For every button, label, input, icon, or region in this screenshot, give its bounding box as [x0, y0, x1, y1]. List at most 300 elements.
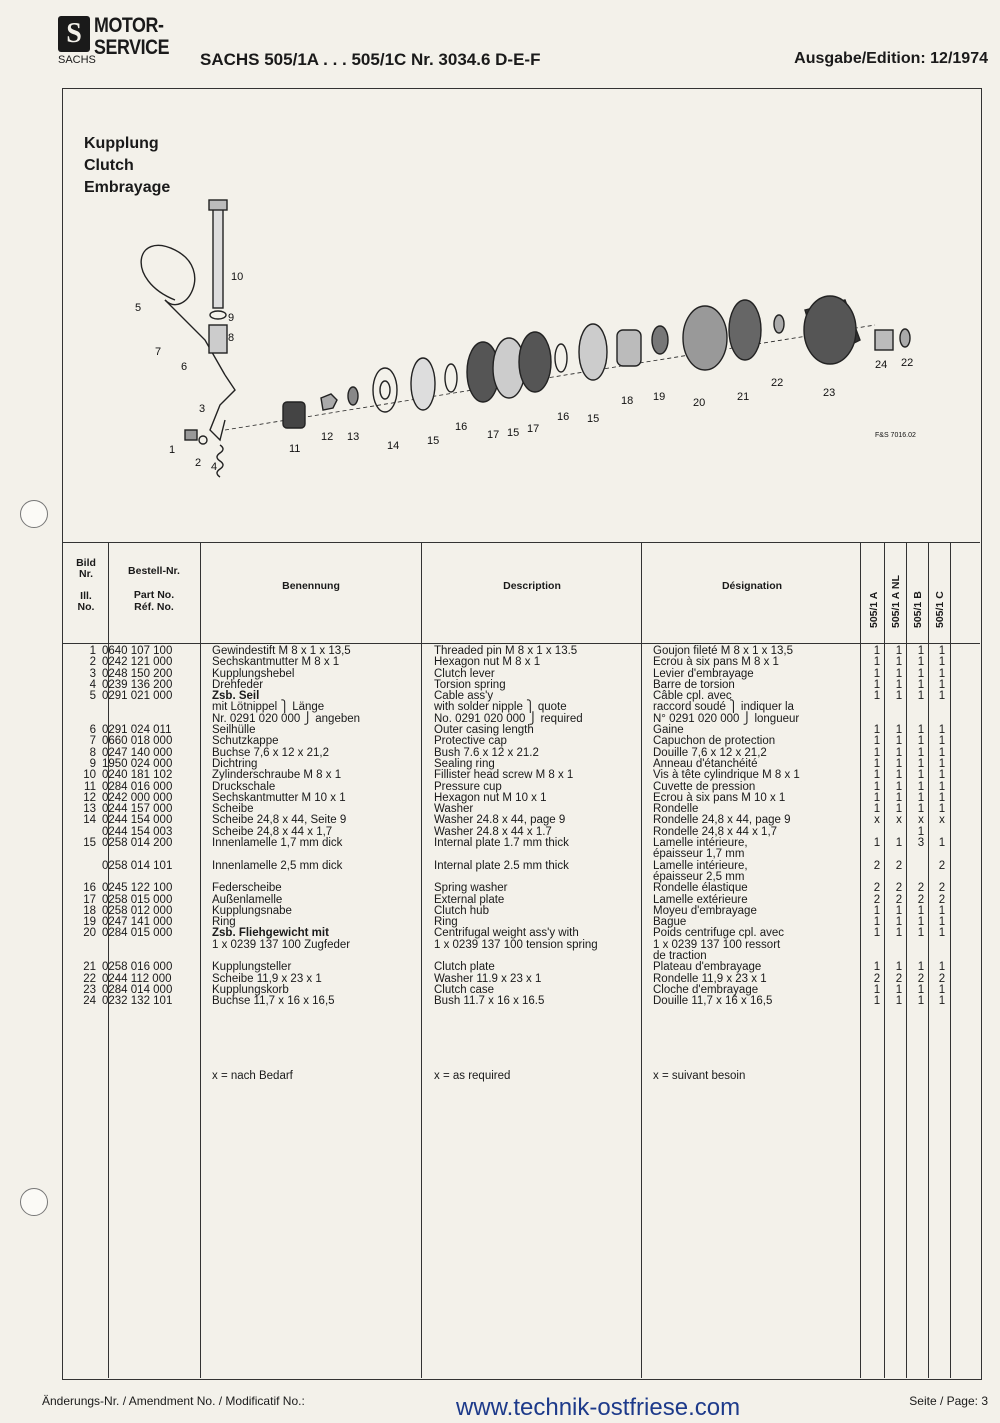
callout-label: 19 — [653, 391, 666, 403]
callout-label: 4 — [211, 461, 218, 473]
qty-505-1a: 1 — [873, 803, 881, 816]
description-en: with solder nipple ⎫ quote — [434, 701, 567, 714]
qty-505-1a: 1 — [873, 769, 881, 782]
description-en: Sealing ring — [434, 757, 495, 770]
qty-505-1a-nl: 1 — [895, 995, 903, 1008]
qty-505-1a: 2 — [873, 893, 881, 906]
qty-505-1c: 1 — [938, 983, 946, 996]
part-ref-number: 7 — [89, 735, 96, 748]
table-row — [62, 996, 980, 1007]
qty-505-1a: 1 — [873, 724, 881, 737]
callout-label: 10 — [231, 271, 244, 283]
qty-505-1a-nl: 1 — [895, 780, 903, 793]
header-model-505-1c: 505/1 C — [934, 591, 946, 628]
qty-505-1a-nl: x — [896, 814, 902, 827]
qty-505-1a: 1 — [873, 780, 881, 793]
description-en: 1 x 0239 137 100 tension spring — [434, 938, 598, 951]
part-number: 0258 016 000 — [102, 961, 173, 974]
designation-fr: Rondelle 24,8 x 44, page 9 — [653, 814, 791, 827]
qty-505-1c: 1 — [938, 995, 946, 1008]
qty-505-1a: 1 — [873, 791, 881, 804]
table-row — [62, 974, 980, 985]
part-number: 0284 014 000 — [102, 983, 173, 996]
qty-505-1a: 1 — [873, 656, 881, 669]
table-row — [62, 906, 980, 917]
name-de: Dichtring — [212, 757, 258, 770]
sachs-s-emblem: S — [58, 16, 90, 52]
table-row — [62, 669, 980, 680]
qty-505-1a-nl: 1 — [895, 757, 903, 770]
table-row — [62, 793, 980, 804]
designation-fr: Goujon fileté M 8 x 1 x 13,5 — [653, 645, 793, 657]
section-title-fr: Embrayage — [84, 179, 171, 196]
callout-label: 5 — [135, 302, 142, 314]
qty-505-1c: 1 — [938, 961, 946, 974]
part-number: 0258 014 101 — [102, 859, 173, 872]
designation-fr: Barre de torsion — [653, 678, 735, 691]
table-row — [62, 748, 980, 759]
qty-505-1c: 1 — [938, 735, 946, 748]
callout-label: 21 — [737, 391, 750, 403]
table-row — [62, 883, 980, 894]
name-de: Zsb. Fliehgewicht mit — [212, 927, 329, 940]
qty-505-1a-nl: 1 — [895, 724, 903, 737]
name-de: Scheibe 11,9 x 23 x 1 — [212, 972, 322, 985]
qty-505-1b: 1 — [917, 780, 925, 793]
qty-505-1a-nl: 1 — [895, 791, 903, 804]
description-en: Bush 11.7 x 16 x 16.5 — [434, 995, 545, 1008]
callout-label: 14 — [387, 440, 400, 452]
qty-505-1c: 1 — [938, 769, 946, 782]
part-ref-number: 16 — [83, 882, 96, 895]
qty-505-1c: 1 — [938, 780, 946, 793]
callout-label: 8 — [228, 332, 235, 344]
designation-fr: Rondelle élastique — [653, 882, 748, 895]
part-number: 0258 015 000 — [102, 893, 173, 906]
callout-label: 18 — [621, 395, 634, 407]
qty-505-1c: 1 — [938, 690, 946, 703]
name-de: 1 x 0239 137 100 Zugfeder — [212, 938, 351, 951]
sachs-motor-service-logo — [58, 14, 170, 68]
qty-505-1a: 1 — [873, 904, 881, 917]
qty-505-1a-nl: 1 — [895, 803, 903, 816]
callout-label: 20 — [693, 397, 706, 409]
qty-505-1c: 1 — [938, 916, 946, 929]
description-en: Centrifugal weight ass'y with — [434, 927, 579, 940]
note-en: x = as required — [434, 1070, 511, 1082]
name-de: Außenlamelle — [212, 893, 283, 906]
part-ref-number: 2 — [89, 656, 96, 669]
qty-505-1b: 3 — [917, 837, 925, 850]
description-en: Clutch hub — [434, 904, 489, 917]
qty-505-1a: x — [874, 814, 880, 827]
qty-505-1b: 1 — [917, 656, 925, 669]
description-en: Fillister head screw M 8 x 1 — [434, 769, 574, 782]
part-number: 0244 154 003 — [102, 825, 173, 838]
designation-fr: Lamelle extérieure — [653, 893, 748, 906]
logo-text-motor: MOTOR- — [94, 14, 164, 37]
name-de: Buchse 7,6 x 12 x 21,2 — [212, 746, 329, 759]
qty-505-1b: 1 — [917, 690, 925, 703]
designation-fr: 1 x 0239 137 100 ressort — [653, 938, 781, 951]
description-en: Torsion spring — [434, 678, 506, 691]
part-number: 0258 012 000 — [102, 904, 173, 917]
part-ref-number: 4 — [89, 678, 96, 691]
description-en: Washer 24.8 x 44, page 9 — [434, 814, 566, 827]
qty-505-1c: 1 — [938, 645, 946, 657]
callout-label: 6 — [181, 361, 188, 373]
qty-505-1a: 1 — [873, 690, 881, 703]
part-ref-number: 13 — [83, 803, 96, 816]
clutch-lever-drawing — [210, 375, 235, 440]
table-row — [62, 770, 980, 781]
designation-fr: Plateau d'embrayage — [653, 961, 762, 974]
designation-fr: Anneau d'étanchéité — [653, 757, 758, 770]
part-ref-number: 12 — [83, 791, 96, 804]
qty-505-1c: 1 — [938, 927, 946, 940]
qty-505-1b: 1 — [917, 667, 925, 680]
part-number: 0245 122 100 — [102, 882, 173, 895]
part-ref-number: 8 — [89, 746, 96, 759]
name-de: Drehfeder — [212, 678, 264, 691]
designation-fr: Lamelle intérieure, — [653, 837, 748, 850]
description-en: Hexagon nut M 10 x 1 — [434, 791, 547, 804]
qty-505-1b: 1 — [917, 645, 925, 657]
table-row — [62, 838, 980, 849]
part-number: 0660 018 000 — [102, 735, 173, 748]
qty-505-1a-nl: 2 — [895, 893, 903, 906]
name-de: Gewindestift M 8 x 1 x 13,5 — [212, 645, 351, 657]
name-de: Scheibe — [212, 803, 254, 816]
designation-fr: N° 0291 020 000 ⎭ longueur — [653, 712, 800, 725]
callout-label: 16 — [557, 411, 570, 423]
qty-505-1c: 1 — [938, 746, 946, 759]
callout-label: 22 — [901, 357, 914, 369]
name-de: Sechskantmutter M 8 x 1 — [212, 656, 340, 669]
name-de: Druckschale — [212, 780, 276, 793]
part-number: 0258 014 200 — [102, 837, 173, 850]
qty-505-1a-nl: 1 — [895, 983, 903, 996]
qty-505-1a: 1 — [873, 983, 881, 996]
cable-drawing — [141, 245, 195, 304]
designation-fr: Moyeu d'embrayage — [653, 904, 757, 917]
table-row — [62, 872, 980, 883]
description-en: No. 0291 020 000 ⎭ required — [434, 712, 583, 725]
part-ref-number: 3 — [89, 667, 96, 680]
qty-505-1a: 1 — [873, 961, 881, 974]
designation-fr: Ecrou à six pans M 8 x 1 — [653, 656, 779, 669]
description-en: Internal plate 1.7 mm thick — [434, 837, 569, 850]
binder-hole — [20, 1188, 48, 1216]
callout-label: 7 — [155, 346, 162, 358]
part-ref-number: 5 — [89, 690, 96, 703]
qty-505-1c: 2 — [938, 972, 946, 985]
name-de: Ring — [212, 916, 236, 929]
name-de: Seilhülle — [212, 724, 256, 737]
qty-505-1a: 1 — [873, 645, 881, 657]
qty-505-1b: x — [918, 814, 924, 827]
designation-fr: Cuvette de pression — [653, 780, 756, 793]
name-de: Innenlamelle 2,5 mm dick — [212, 859, 343, 872]
qty-505-1b: 1 — [917, 757, 925, 770]
qty-505-1c: 1 — [938, 757, 946, 770]
qty-505-1b: 1 — [917, 904, 925, 917]
qty-505-1a-nl: 1 — [895, 656, 903, 669]
qty-505-1a-nl: 1 — [895, 961, 903, 974]
name-de: Nr. 0291 020 000 ⎭ angeben — [212, 712, 361, 725]
callout-label: 16 — [455, 421, 468, 433]
name-de: Sechskantmutter M 10 x 1 — [212, 791, 346, 804]
description-en: Internal plate 2.5 mm thick — [434, 859, 569, 872]
diagram-stamp: F&S 7016.02 — [875, 432, 916, 439]
part-ref-number: 18 — [83, 904, 96, 917]
qty-505-1c: 1 — [938, 791, 946, 804]
designation-fr: Bague — [653, 916, 687, 929]
qty-505-1a: 1 — [873, 757, 881, 770]
description-en: Spring washer — [434, 882, 508, 895]
header-model-505-1a-nl: 505/1 A NL — [890, 575, 902, 628]
clutch-exploded-diagram — [115, 190, 965, 490]
name-de: Kupplungsteller — [212, 961, 292, 974]
designation-fr: Douille 7,6 x 12 x 21,2 — [653, 746, 767, 759]
part-ref-number: 6 — [89, 724, 96, 737]
qty-505-1b: 1 — [917, 983, 925, 996]
qty-505-1a-nl: 1 — [895, 769, 903, 782]
designation-fr: Vis à tête cylindrique M 8 x 1 — [653, 769, 800, 782]
document-title: SACHS 505/1A . . . 505/1C Nr. 3034.6 D-E-F — [200, 50, 541, 69]
description-en: Washer 24.8 x 44 x 1.7 — [434, 825, 552, 838]
qty-505-1b: 1 — [917, 995, 925, 1008]
section-title-en: Clutch — [84, 157, 134, 174]
designation-fr: Câble cpl. avec — [653, 690, 732, 703]
callout-label: 17 — [487, 429, 500, 441]
qty-505-1a: 1 — [873, 667, 881, 680]
part-number: 0244 112 000 — [102, 972, 172, 985]
table-row — [62, 849, 980, 860]
designation-fr: Gaine — [653, 724, 684, 737]
name-de: Federscheibe — [212, 882, 282, 895]
qty-505-1c: 1 — [938, 667, 946, 680]
callout-label: 22 — [771, 377, 784, 389]
name-de: Kupplungsnabe — [212, 904, 292, 917]
name-de: Kupplungskorb — [212, 983, 289, 996]
name-de: Innenlamelle 1,7 mm dick — [212, 837, 343, 850]
designation-fr: Rondelle — [653, 803, 699, 816]
designation-fr: Douille 11,7 x 16 x 16,5 — [653, 995, 773, 1008]
table-row — [62, 725, 980, 736]
designation-fr: Poids centrifuge cpl. avec — [653, 927, 785, 940]
part-ref-number: 21 — [83, 961, 96, 974]
qty-505-1a-nl: 1 — [895, 667, 903, 680]
designation-fr: Rondelle 24,8 x 44 x 1,7 — [653, 825, 778, 838]
name-de: Zsb. Seil — [212, 690, 260, 703]
qty-505-1b: 1 — [917, 927, 925, 940]
designation-fr: Rondelle 11,9 x 23 x 1 — [653, 972, 767, 985]
qty-505-1b: 1 — [917, 825, 925, 838]
designation-fr: Cloche d'embrayage — [653, 983, 759, 996]
qty-505-1b: 1 — [917, 769, 925, 782]
name-de: Kupplungshebel — [212, 667, 295, 680]
table-row — [62, 736, 980, 747]
header-description: Description — [503, 580, 561, 592]
name-de: Scheibe 24,8 x 44 x 1,7 — [212, 825, 333, 838]
callout-label: 12 — [321, 431, 334, 443]
qty-505-1a-nl: 1 — [895, 690, 903, 703]
name-de: Zylinderschraube M 8 x 1 — [212, 769, 342, 782]
part-number: 0291 021 000 — [102, 690, 173, 703]
part-ref-number: 20 — [83, 927, 96, 940]
binder-hole — [20, 500, 48, 528]
header-model-505-1b: 505/1 B — [912, 591, 924, 628]
qty-505-1b: 1 — [917, 803, 925, 816]
qty-505-1b: 2 — [917, 972, 925, 985]
part-number: 0244 157 000 — [102, 803, 173, 816]
description-en: Hexagon nut M 8 x 1 — [434, 656, 541, 669]
qty-505-1c: 1 — [938, 678, 946, 691]
part-number: 0284 016 000 — [102, 780, 173, 793]
designation-fr: Capuchon de protection — [653, 735, 776, 748]
callout-label: 24 — [875, 359, 888, 371]
part-ref-number: 11 — [84, 780, 96, 793]
qty-505-1c: 1 — [938, 656, 946, 669]
part-number: 0244 154 000 — [102, 814, 173, 827]
callout-label: 9 — [228, 312, 235, 324]
designation-fr: Ecrou à six pans M 10 x 1 — [653, 791, 786, 804]
qty-505-1a-nl: 1 — [895, 904, 903, 917]
description-en: Ring — [434, 916, 458, 929]
qty-505-1c: 2 — [938, 859, 946, 872]
qty-505-1b: 1 — [917, 916, 925, 929]
qty-505-1c: 1 — [938, 837, 946, 850]
qty-505-1a-nl: 2 — [895, 859, 903, 872]
part-number: 1950 024 000 — [102, 757, 173, 770]
description-en: Protective cap — [434, 735, 507, 748]
designation-fr: épaisseur 1,7 mm — [653, 848, 745, 861]
description-en: Clutch plate — [434, 961, 495, 974]
name-de: Buchse 11,7 x 16 x 16,5 — [212, 995, 335, 1008]
table-row — [62, 861, 980, 872]
part-number: 0248 150 200 — [102, 667, 173, 680]
part-ref-number: 14 — [83, 814, 96, 827]
note-de: x = nach Bedarf — [212, 1070, 293, 1082]
qty-505-1b: 2 — [917, 882, 925, 895]
logo-text-sachs: SACHS — [58, 54, 96, 66]
qty-505-1a: 1 — [873, 746, 881, 759]
name-de: Schutzkappe — [212, 735, 279, 748]
part-number: 0239 136 200 — [102, 678, 173, 691]
qty-505-1b: 2 — [917, 893, 925, 906]
qty-505-1a: 1 — [873, 837, 881, 850]
section-title-de: Kupplung — [84, 135, 159, 152]
callout-label: 17 — [527, 423, 540, 435]
description-en: External plate — [434, 893, 505, 906]
qty-505-1a: 1 — [873, 678, 881, 691]
part-ref-number: 22 — [83, 972, 96, 985]
part-number: 0232 132 101 — [102, 995, 173, 1008]
callout-label: 11 — [289, 443, 301, 455]
qty-505-1b: 1 — [917, 724, 925, 737]
description-en: Clutch case — [434, 983, 495, 996]
part-number: 0240 181 102 — [102, 769, 173, 782]
callout-label: 15 — [587, 413, 600, 425]
callout-label: 15 — [427, 435, 440, 447]
part-number: 0284 015 000 — [102, 927, 173, 940]
qty-505-1c: 1 — [938, 904, 946, 917]
designation-fr: Lamelle intérieure, — [653, 859, 748, 872]
header-model-505-1a: 505/1 A — [868, 591, 880, 628]
designation-fr: raccord soudé ⎫ indiquer la — [653, 701, 794, 714]
table-row — [62, 895, 980, 906]
callout-label: 1 — [169, 444, 176, 456]
washer-drawing — [373, 368, 397, 412]
qty-505-1c: 2 — [938, 882, 946, 895]
qty-505-1a-nl: 1 — [895, 645, 903, 657]
qty-505-1b: 1 — [917, 746, 925, 759]
qty-505-1a: 2 — [873, 972, 881, 985]
page-number: Seite / Page: 3 — [909, 1394, 988, 1408]
website-link[interactable]: www.technik-ostfriese.com — [456, 1394, 741, 1421]
designation-fr: de traction — [653, 950, 707, 963]
parts-table-body — [62, 646, 980, 1008]
description-en: Threaded pin M 8 x 1 x 13.5 — [434, 645, 578, 657]
description-en: Pressure cup — [434, 780, 502, 793]
part-ref-number: 10 — [83, 769, 96, 782]
qty-505-1a-nl: 1 — [895, 837, 903, 850]
description-en: Washer — [434, 803, 474, 816]
description-en: Outer casing length — [434, 724, 534, 737]
part-ref-number: 15 — [83, 837, 96, 850]
qty-505-1a-nl: 1 — [895, 678, 903, 691]
qty-505-1a: 1 — [873, 735, 881, 748]
qty-505-1a: 1 — [873, 927, 881, 940]
qty-505-1a-nl: 2 — [895, 882, 903, 895]
part-ref-number: 24 — [83, 995, 96, 1008]
qty-505-1c: 2 — [938, 893, 946, 906]
qty-505-1c: 1 — [938, 803, 946, 816]
qty-505-1a: 2 — [873, 859, 881, 872]
qty-505-1a-nl: 1 — [895, 927, 903, 940]
logo-text-service: SERVICE — [94, 36, 170, 59]
note-fr: x = suivant besoin — [653, 1070, 746, 1082]
qty-505-1b: 1 — [917, 735, 925, 748]
centrifugal-weight-drawing — [683, 306, 727, 370]
qty-505-1b: 1 — [917, 678, 925, 691]
header-part-number: Bestell-Nr. Part No. Réf. No. — [128, 565, 180, 613]
description-en: Washer 11.9 x 23 x 1 — [434, 972, 542, 985]
part-number: 0640 107 100 — [102, 645, 173, 657]
header-benennung: Benennung — [282, 580, 340, 592]
header-bild: Bild Nr. Ill. No. — [76, 557, 96, 613]
edition-date: Ausgabe/Edition: 12/1974 — [794, 50, 988, 67]
part-ref-number: 9 — [89, 757, 96, 770]
qty-505-1c: x — [939, 814, 945, 827]
part-ref-number: 23 — [83, 983, 96, 996]
header-designation: Désignation — [721, 580, 783, 592]
part-number: 0247 141 000 — [102, 916, 173, 929]
table-row — [62, 657, 980, 668]
callout-label: 23 — [823, 387, 836, 399]
part-number: 0242 000 000 — [102, 791, 173, 804]
designation-fr: épaisseur 2,5 mm — [653, 870, 745, 883]
callout-label: 15 — [507, 427, 520, 439]
name-de: Scheibe 24,8 x 44, Seite 9 — [212, 814, 347, 827]
table-row — [62, 940, 980, 951]
description-en: Bush 7.6 x 12 x 21.2 — [434, 746, 539, 759]
part-number: 0291 024 011 — [102, 724, 172, 737]
name-de: mit Lötnippel ⎫ Länge — [212, 701, 325, 714]
designation-fr: Levier d'embrayage — [653, 667, 754, 680]
part-ref-number: 17 — [83, 893, 96, 906]
